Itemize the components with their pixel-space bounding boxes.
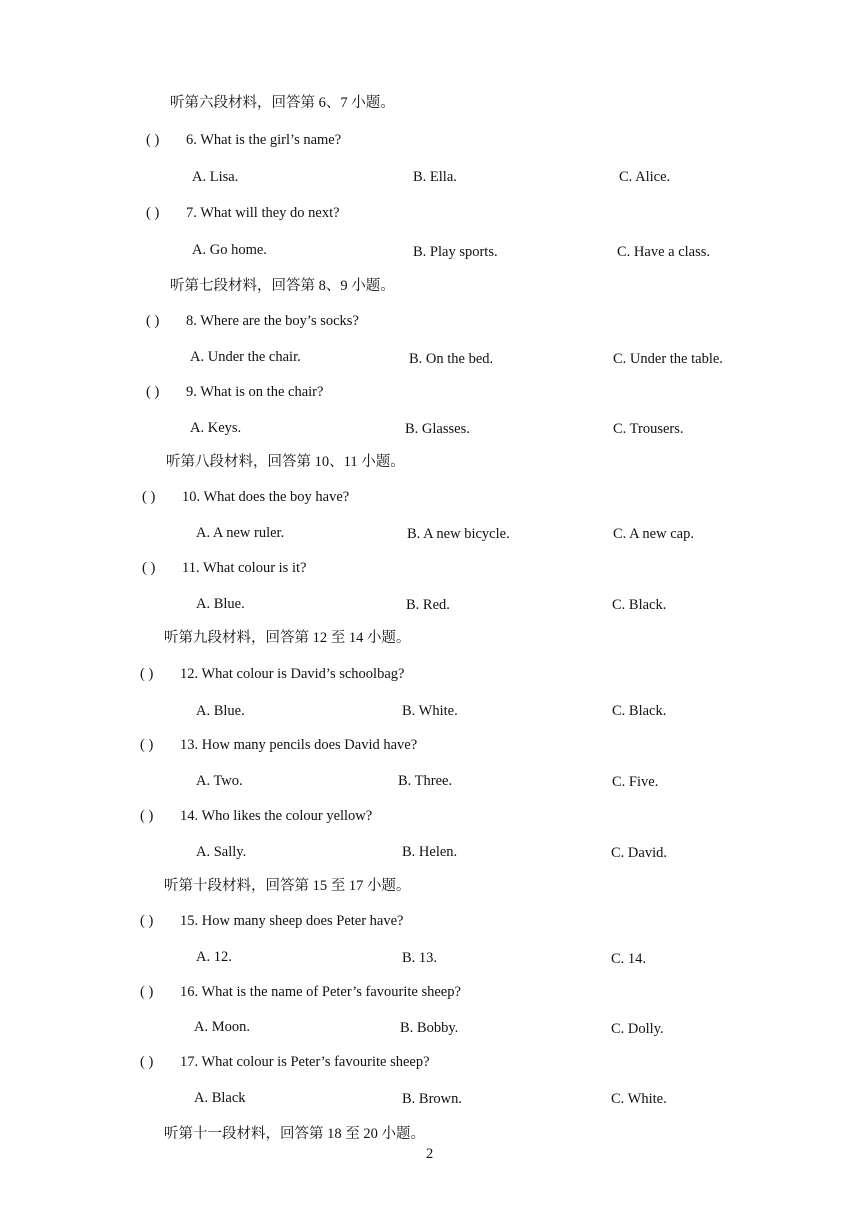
option-c: C. Black. [612,597,667,613]
question-text: 9. What is on the chair? [186,384,324,400]
option-a: A. Sally. [196,844,247,860]
option-b: B. White. [402,703,458,719]
section-heading: 听第十一段材料，回答第 18 至 20 小题。 [164,1126,425,1142]
option-a: A. Go home. [192,242,267,258]
option-a: A. Moon. [194,1019,250,1035]
option-b: B. Bobby. [400,1020,459,1036]
page-number: 2 [426,1146,434,1162]
question-text: 7. What will they do next? [186,205,340,221]
question-text: 17. What colour is Peter’s favourite sheep? [180,1054,430,1070]
option-b: B. Three. [398,773,453,789]
option-a: A. 12. [196,949,232,965]
option-b: B. Helen. [402,844,458,860]
option-c: C. 14. [611,951,647,967]
question-text: 11. What colour is it? [182,560,307,576]
question-12 [140,664,404,684]
answer-blank: ( ) [140,808,154,824]
section-heading: 听第八段材料，回答第 10、11 小题。 [166,454,405,470]
option-c: C. Trousers. [613,421,684,437]
question-11 [142,558,306,578]
answer-blank: ( ) [146,384,160,400]
option-b: B. Brown. [402,1091,463,1107]
option-a: A. Keys. [190,420,242,436]
section-heading: 听第七段材料，回答第 8、9 小题。 [170,278,395,294]
answer-blank: ( ) [146,313,160,329]
option-b: B. 13. [402,950,438,966]
option-c: C. Black. [612,703,667,719]
option-a: A. Black [194,1090,246,1106]
section-heading: 听第九段材料，回答第 12 至 14 小题。 [164,630,411,646]
section-heading: 听第六段材料，回答第 6、7 小题。 [170,95,395,111]
answer-blank: ( ) [140,737,154,753]
answer-blank: ( ) [140,913,154,929]
option-c: C. Under the table. [613,351,723,367]
answer-blank: ( ) [140,1054,154,1070]
option-b: B. Play sports. [413,244,498,260]
question-14 [140,806,372,826]
question-15 [140,911,403,931]
question-6 [146,130,341,150]
option-c: C. Alice. [619,169,671,185]
option-b: B. A new bicycle. [407,526,510,542]
option-a: A. Under the chair. [190,349,301,365]
answer-blank: ( ) [146,132,160,148]
option-b: B. Red. [406,597,450,613]
answer-blank: ( ) [142,560,156,576]
question-7 [146,203,340,223]
answer-blank: ( ) [146,205,160,221]
question-text: 14. Who likes the colour yellow? [180,808,373,824]
question-10 [142,487,349,507]
question-text: 6. What is the girl’s name? [186,132,342,148]
option-a: A. Blue. [196,596,245,612]
question-16 [140,982,461,1002]
option-a: A. Two. [196,773,243,789]
answer-blank: ( ) [140,666,154,682]
question-text: 10. What does the boy have? [182,489,350,505]
option-a: A. A new ruler. [196,525,285,541]
question-17 [140,1052,430,1072]
answer-blank: ( ) [140,984,154,1000]
answer-blank: ( ) [142,489,156,505]
option-c: C. White. [611,1091,667,1107]
option-c: C. Five. [612,774,659,790]
option-b: B. Glasses. [405,421,470,437]
question-text: 12. What colour is David’s schoolbag? [180,666,405,682]
option-a: A. Blue. [196,703,245,719]
question-text: 13. How many pencils does David have? [180,737,418,753]
option-c: C. Have a class. [617,244,711,260]
question-text: 16. What is the name of Peter’s favourite sheep? [180,984,461,1000]
option-c: C. David. [611,845,667,861]
option-b: B. On the bed. [409,351,494,367]
option-c: C. Dolly. [611,1021,664,1037]
option-b: B. Ella. [413,169,457,185]
option-c: C. A new cap. [613,526,694,542]
question-13 [140,735,417,755]
question-9 [146,382,323,402]
question-8 [146,311,359,331]
option-a: A. Lisa. [192,169,239,185]
question-text: 15. How many sheep does Peter have? [180,913,404,929]
question-text: 8. Where are the boy’s socks? [186,313,359,329]
section-heading: 听第十段材料，回答第 15 至 17 小题。 [164,878,411,894]
